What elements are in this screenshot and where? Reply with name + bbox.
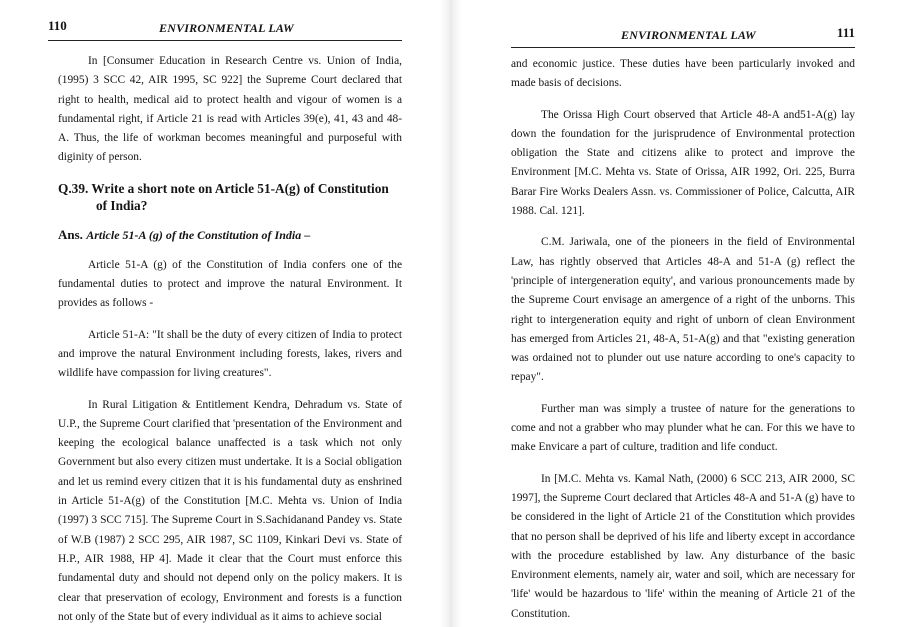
answer-heading: [58, 226, 402, 244]
right-running-header: [511, 25, 855, 48]
left-page: [0, 0, 450, 627]
right-paragraph-4: Further man was simply a trustee of nature for the generations to come and not a grabber who may plunder what he can. For this we have to make Envicare a part of culture, tradition and life conduct.: [511, 402, 855, 454]
right-page: [451, 0, 901, 627]
left-paragraph-1: In [Consumer Education in Research Centre vs. Union of India, (1995) 3 SCC 42, AIR 1995, SC 922] the Supreme Court declared that right to health, medical aid to protect health and vigour of women is a fundamental right, if Article 21 is read with Articles 39(e), 41, 43 and 48-A. Thus, the life of workman becomes meaningful and purposeful with diginity of person.: [58, 55, 402, 164]
left-paragraph-4: In Rural Litigation & Entitlement Kendra, Dehradum vs. State of U.P., the Supreme Court clarified that 'presentation of the Environment and keeping the ecological balance unaffected is a task which not only Government but also every citizen must undertake. It is a Social obligation and let us remind every citizen that it is his fundamental duty as enshrined in Article 51-A(g) of the Constitution [M.C. Mehta vs. Union of India (1997) 3 SCC 715]. The Supreme Court in S.Sachidanand Pandey vs. State of W.B (1987) 2 SCC 295, AIR 1987, SC 1109, Kinkari Devi vs. State of H.P., AIR 1988, HP 4]. Made it clear that the Court must enforce this fundamental duty and should not depend only on the policy makers. It is clear that preservation of ecology, Environment and forests is a function not only of the State but of every individual as it aims to achieve social: [58, 398, 402, 623]
right-page-number: 111: [836, 25, 855, 40]
left-page-body: [58, 52, 402, 627]
right-page-body: [511, 55, 855, 624]
question-heading: Q.39. Write a short note on Article 51-A(g) of Constitution of India?: [58, 180, 389, 213]
left-paragraph-2: Article 51-A (g) of the Constitution of India confers one of the fundamental duties to protect and improve the natural Environment. It provides as follows -: [58, 258, 402, 310]
left-running-header: [48, 18, 402, 41]
right-paragraph-3: C.M. Jariwala, one of the pioneers in the field of Environmental Law, has rightly observed that Articles 48-A and 51-A (g) reflect the 'principle of intergeneration equity', and various pronouncements made by the Supreme Court envisage an amergence of a right of the unborns. This right to intergeneration equity and right of unborn of clean Environment has emerged from Articles 21, 48-A, 51-A(g) and that "existing generation was ordained not to plunder out use nature according to one's capacity to repay".: [511, 236, 855, 384]
left-page-number: 110: [48, 18, 67, 33]
left-running-title: ENVIRONMENTAL LAW: [159, 21, 294, 35]
answer-label: Ans.: [58, 226, 83, 242]
right-paragraph-2: The Orissa High Court observed that Article 48-A and51-A(g) lay down the foundation for the jurisprudence of Environmental protection obligation the State and citizens alike to protect and improve the Environment [M.C. Mehta vs. State of Orissa, AIR 1992, Ori. 225, Burra Barar Fire Works Dealers Assn. vs. Commissioner of Police, Calcutta, AIR 1988. Cal. 121].: [511, 108, 855, 218]
right-running-title: ENVIRONMENTAL LAW: [621, 28, 756, 42]
right-paragraph-5: In [M.C. Mehta vs. Kamal Nath, (2000) 6 SCC 213, AIR 2000, SC 1997], the Supreme Court declared that Articles 48-A and 51-A (g) have to be considered in the light of Article 21 of the Constitution which provides that no person shall be deprived of his life and liberty except in accordance with the procedure established by law. Any disturbance of the basic Environment elements, namely air, water and soil, which are necessary for 'life' would be hazardous to 'life' within the meaning of Article 21 of the Constitution.: [511, 472, 855, 620]
answer-subheading: Article 51-A (g) of the Constitution of India –: [86, 227, 311, 242]
left-paragraph-3: Article 51-A: "It shall be the duty of every citizen of India to protect and improve the natural Environment including forests, lakes, rivers and wildlife have compassion for living creatures".: [58, 328, 402, 380]
right-paragraph-1: and economic justice. These duties have been particularly invoked and made basis of decisions.: [511, 58, 855, 90]
